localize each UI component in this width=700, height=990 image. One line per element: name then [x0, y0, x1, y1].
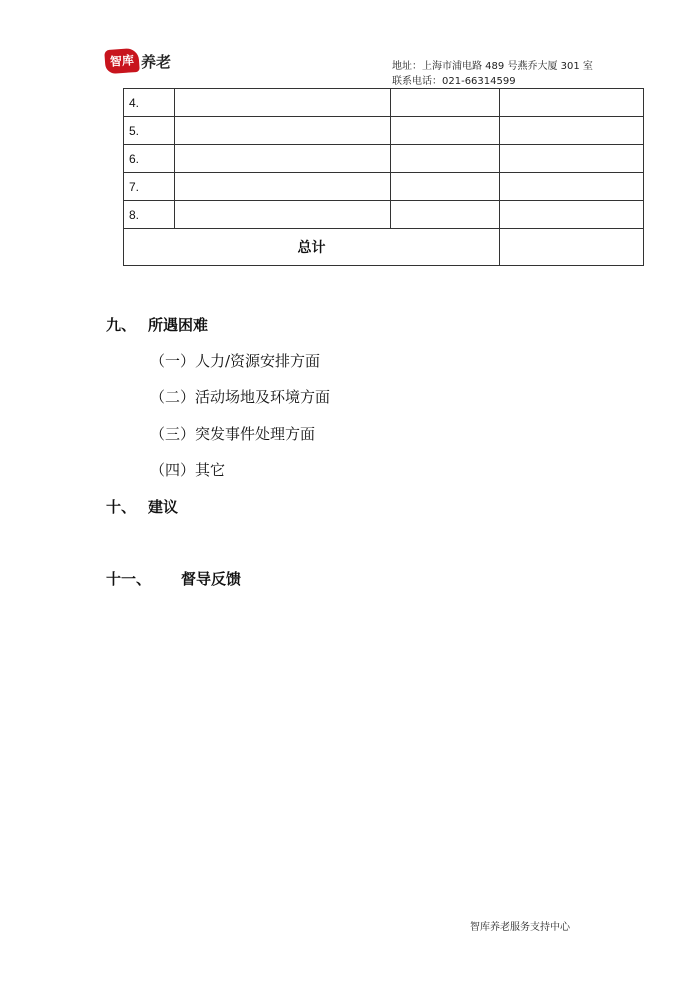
difficulty-item: （二）活动场地及环境方面 [150, 388, 331, 406]
logo-text: 养老 [141, 53, 172, 71]
total-value-cell [500, 229, 644, 266]
summary-table [123, 88, 644, 266]
section-number: 十、 [106, 498, 137, 516]
table-cell [391, 173, 500, 201]
page-footer: 智库养老服务支持中心 [470, 922, 570, 933]
table-cell [500, 117, 644, 145]
header-phone: 联系电话：021-66314599 [392, 76, 516, 87]
difficulty-item: （一）人力/资源安排方面 [150, 352, 321, 370]
section-number: 九、 [106, 316, 137, 334]
header-contact [392, 59, 593, 89]
row-number: 6. [124, 145, 175, 173]
table-cell [175, 89, 391, 117]
section-number: 十一、 [106, 570, 152, 588]
total-row [124, 229, 644, 266]
total-label: 总计 [124, 229, 500, 266]
table-row [124, 117, 644, 145]
section-heading-ten [106, 496, 178, 517]
section-heading-eleven [106, 568, 241, 589]
section-title: 建议 [148, 498, 179, 516]
difficulty-item: （三）突发事件处理方面 [150, 425, 316, 443]
section-title: 所遇困难 [148, 316, 209, 334]
table-cell [391, 201, 500, 229]
table-row [124, 145, 644, 173]
table-row [124, 201, 644, 229]
section-heading-nine [106, 314, 208, 335]
table-cell [391, 89, 500, 117]
table-cell [175, 201, 391, 229]
table-cell [500, 201, 644, 229]
logo-mark: 智库 [104, 48, 140, 74]
table-row [124, 173, 644, 201]
table-cell [391, 117, 500, 145]
header-address: 地址：上海市浦电路 489 号燕乔大厦 301 室 [392, 61, 593, 72]
row-number: 8. [124, 201, 175, 229]
company-logo [105, 49, 195, 75]
difficulty-item: （四）其它 [150, 461, 226, 479]
table-cell [175, 145, 391, 173]
row-number: 5. [124, 117, 175, 145]
section-title: 督导反馈 [181, 570, 242, 588]
table-cell [500, 173, 644, 201]
table-cell [500, 89, 644, 117]
table-cell [175, 117, 391, 145]
table-cell [391, 145, 500, 173]
table-cell [175, 173, 391, 201]
row-number: 7. [124, 173, 175, 201]
row-number: 4. [124, 89, 175, 117]
table-cell [500, 145, 644, 173]
table-row [124, 89, 644, 117]
